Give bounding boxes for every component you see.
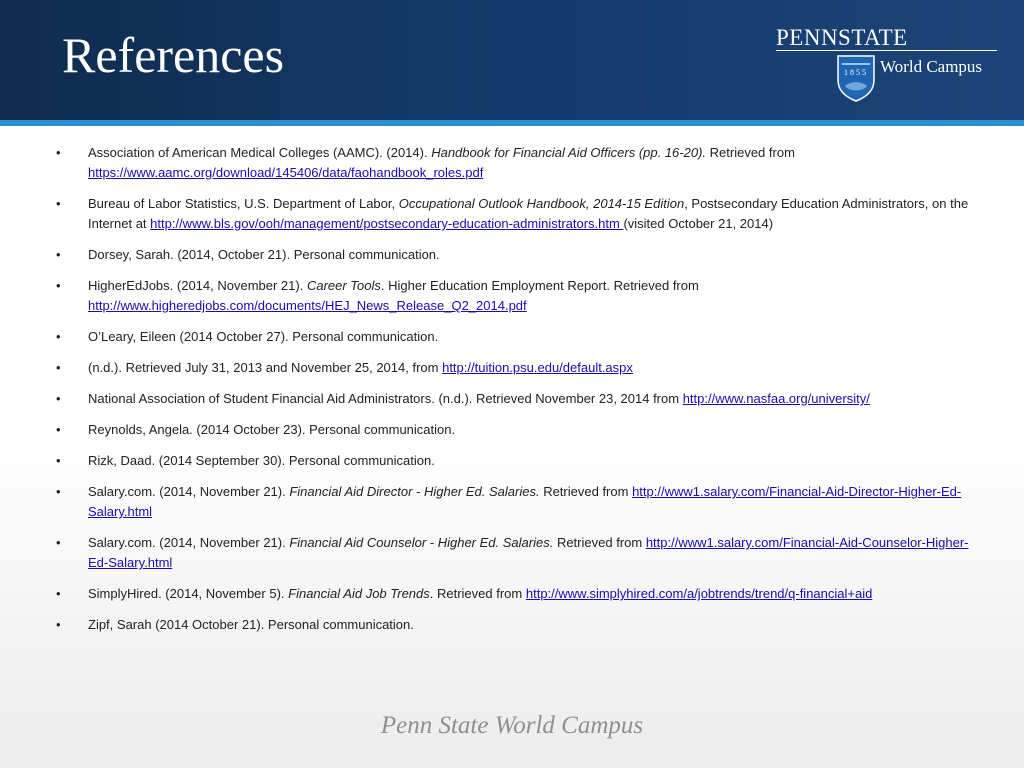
reference-link[interactable]: http://www1.salary.com/Financial-Aid-Counselor-Higher-Ed-Salary.html [88, 535, 969, 570]
reference-text [88, 247, 440, 262]
reference-text [88, 196, 968, 231]
reference-segment: National Association of Student Financial Aid Administrators. (n.d.). Retrieved November 23, 2014 from [88, 391, 683, 406]
bullet: • [56, 329, 61, 344]
bullet: • [56, 586, 61, 601]
bullet: • [56, 422, 61, 437]
logo-wordmark [776, 26, 908, 49]
reference-segment: (visited October 21, 2014) [623, 216, 774, 231]
logo-wordmark-text: PENNSTATE [776, 25, 908, 50]
reference-title: Handbook for Financial Aid Officers (pp. 16-20). [431, 145, 707, 160]
reference-text [88, 617, 414, 632]
reference-text [88, 586, 872, 601]
footer-brand: Penn State World Campus [380, 712, 644, 739]
reference-segment: HigherEdJobs. (2014, November 21). [88, 278, 307, 293]
bullet: • [56, 360, 61, 375]
reference-title: Career Tools [306, 278, 381, 293]
reference-text [88, 329, 438, 344]
reference-text [88, 145, 795, 180]
slide-title: References [62, 27, 285, 83]
references-list [56, 143, 976, 646]
reference-segment: , Postsecondary Education Administrators, on the Internet at [88, 196, 969, 231]
reference-segment: O’Leary, Eileen (2014 October 27). Personal communication. [88, 329, 439, 344]
reference-text [88, 422, 455, 437]
reference-item [56, 420, 976, 440]
reference-segment: Reynolds, Angela. (2014 October 23). Personal communication. [88, 422, 456, 437]
reference-segment: SimplyHired. (2014, November 5). [88, 586, 289, 601]
reference-segment: Retrieved from [539, 484, 633, 499]
penn-state-world-campus-logo [776, 26, 1000, 106]
reference-item [56, 482, 976, 522]
bullet: • [56, 196, 61, 211]
reference-item [56, 358, 976, 378]
reference-segment: Salary.com. (2014, November 21). [88, 535, 290, 550]
reference-segment: Association of American Medical Colleges (AAMC). (2014). [88, 145, 432, 160]
reference-text [88, 484, 961, 519]
reference-link[interactable]: http://www.simplyhired.com/a/jobtrends/trend/q-financial+aid [525, 586, 873, 601]
reference-item [56, 276, 976, 316]
reference-item [56, 245, 976, 265]
bullet: • [56, 391, 61, 406]
reference-text [88, 535, 969, 570]
bullet: • [56, 247, 61, 262]
reference-link[interactable]: http://www.nasfaa.org/university/ [682, 391, 870, 406]
reference-segment: (n.d.). Retrieved July 31, 2013 and November 25, 2014, from [88, 360, 443, 375]
reference-item [56, 451, 976, 471]
reference-link[interactable]: http://www.higheredjobs.com/documents/HEJ_News_Release_Q2_2014.pdf [88, 298, 527, 313]
reference-text [88, 360, 633, 375]
header-accent-stripe [0, 120, 1024, 126]
reference-segment: . Higher Education Employment Report. Retrieved from [380, 278, 699, 293]
bullet: • [56, 145, 61, 160]
reference-title: Financial Aid Director - Higher Ed. Salaries. [289, 484, 540, 499]
bullet: • [56, 484, 61, 499]
reference-segment: Salary.com. (2014, November 21). [88, 484, 290, 499]
nittany-lion-shield-icon [836, 54, 876, 102]
reference-item [56, 389, 976, 409]
reference-title: Financial Aid Counselor - Higher Ed. Salaries. [289, 535, 554, 550]
bullet: • [56, 617, 61, 632]
reference-link[interactable]: https://www.aamc.org/download/145406/data/faohandbook_roles.pdf [88, 165, 484, 180]
reference-item [56, 327, 976, 347]
reference-segment: Rizk, Daad. (2014 September 30). Personal communication. [88, 453, 435, 468]
reference-item [56, 194, 976, 234]
bullet: • [56, 278, 61, 293]
logo-rule [776, 50, 997, 51]
reference-link[interactable]: http://www1.salary.com/Financial-Aid-Director-Higher-Ed-Salary.html [88, 484, 962, 519]
reference-link[interactable]: http://tuition.psu.edu/default.aspx [442, 360, 633, 375]
reference-item [56, 143, 976, 183]
reference-segment: Retrieved from [553, 535, 646, 550]
bullet: • [56, 535, 61, 550]
reference-text [88, 391, 870, 406]
reference-item [56, 584, 976, 604]
reference-segment: Bureau of Labor Statistics, U.S. Department of Labor, [88, 196, 399, 211]
bullet: • [56, 453, 61, 468]
reference-title: Occupational Outlook Handbook, 2014-15 Edition [398, 196, 685, 211]
reference-link[interactable]: http://www.bls.gov/ooh/management/postsecondary-education-administrators.htm [150, 216, 624, 231]
reference-segment: Retrieved from [706, 145, 795, 160]
reference-segment: Dorsey, Sarah. (2014, October 21). Personal communication. [88, 247, 440, 262]
reference-segment: Zipf, Sarah (2014 October 21). Personal communication. [88, 617, 414, 632]
reference-text [88, 278, 699, 313]
reference-item [56, 533, 976, 573]
logo-campus-text: World Campus [880, 57, 983, 76]
reference-item [56, 615, 976, 635]
reference-text [88, 453, 435, 468]
logo-year: 1855 [844, 68, 868, 77]
reference-segment: . Retrieved from [429, 586, 526, 601]
reference-title: Financial Aid Job Trends [288, 586, 430, 601]
